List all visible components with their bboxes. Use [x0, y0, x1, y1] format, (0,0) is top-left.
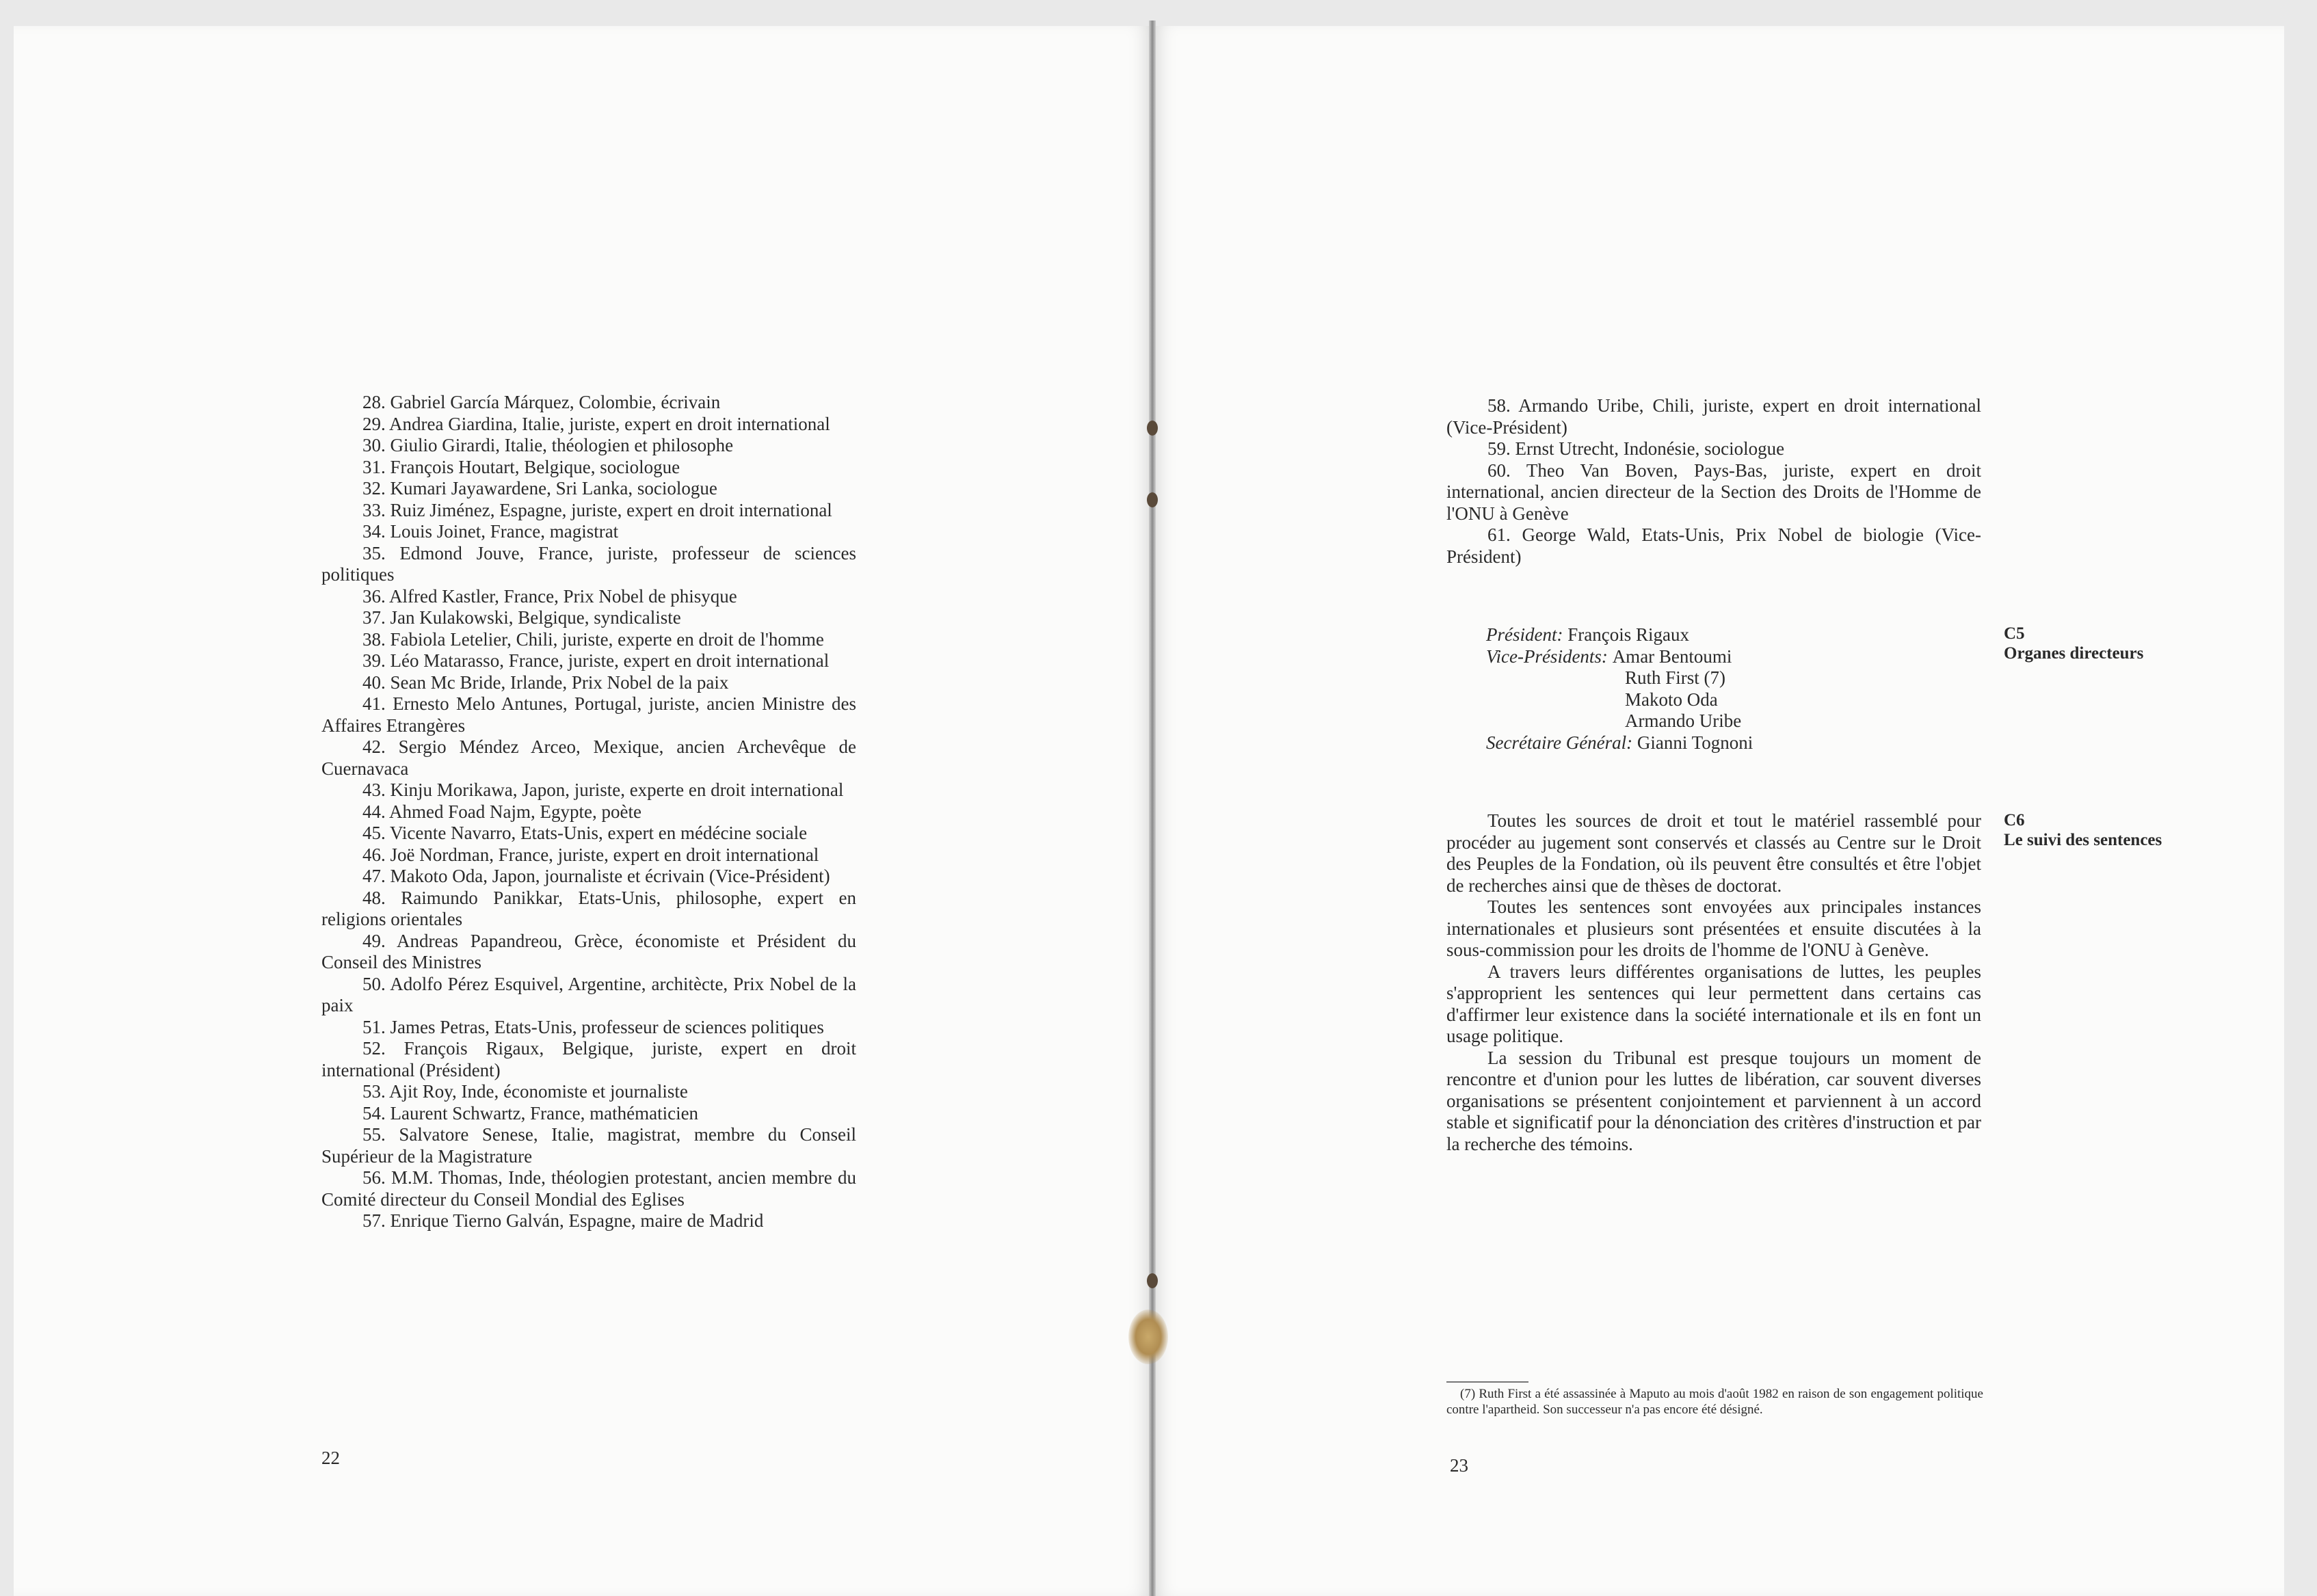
- list-item: 61. George Wald, Etats-Unis, Prix Nobel de biologie (Vice-Président): [1446, 524, 1981, 567]
- list-item: 28. Gabriel García Márquez, Colombie, écrivain: [362, 392, 721, 412]
- vice-president-name: Ruth First (7): [1625, 667, 1726, 688]
- vice-president-name: Makoto Oda: [1625, 689, 1718, 710]
- list-item: 58. Armando Uribe, Chili, juriste, expert en droit international (Vice-Président): [1446, 395, 1981, 438]
- president-name: François Rigaux: [1567, 624, 1689, 645]
- staple-top: [1147, 421, 1158, 436]
- list-item: 53. Ajit Roy, Inde, économiste et journaliste: [362, 1081, 688, 1102]
- list-item: 29. Andrea Giardina, Italie, juriste, expert en droit international: [362, 413, 830, 434]
- paragraph: Toutes les sources de droit et tout le matériel rassemblé pour procéder au jugement sont conservés et classés au Centre sur le Droit des Peuples de la Fondation, où ils peuvent être consultés et être l'objet de recherches ainsi que de thèses de doctorat.: [1446, 810, 1981, 896]
- paragraph: A travers leurs différentes organisations de luttes, les peuples s'approprient les sentences qui leur permettent dans certains cas d'affirmer leur existence dans la société internationale et ils en font un usage politique.: [1446, 961, 1981, 1046]
- list-item: 56. M.M. Thomas, Inde, théologien protestant, ancien membre du Comité directeur du Conseil Mondial des Eglises: [321, 1167, 856, 1210]
- footnote-rule: [1446, 1381, 1528, 1383]
- list-item: 55. Salvatore Senese, Italie, magistrat, membre du Conseil Supérieur de la Magistrature: [321, 1124, 856, 1167]
- section-code: C5: [2004, 624, 2025, 643]
- list-item: 52. François Rigaux, Belgique, juriste, expert en droit international (Président): [321, 1038, 856, 1080]
- list-item: 59. Ernst Utrecht, Indonésie, sociologue: [1487, 438, 1785, 459]
- section-code: C6: [2004, 811, 2025, 829]
- member-list-left: [321, 392, 856, 1232]
- list-item: 50. Adolfo Pérez Esquivel, Argentine, architècte, Prix Nobel de la paix: [321, 973, 856, 1015]
- list-item: 30. Giulio Girardi, Italie, théologien et philosophe: [362, 435, 734, 455]
- list-item: 54. Laurent Schwartz, France, mathématicien: [362, 1102, 699, 1123]
- list-item: 57. Enrique Tierno Galván, Espagne, maire de Madrid: [362, 1210, 764, 1231]
- list-item: 48. Raimundo Panikkar, Etats-Unis, philosophe, expert en religions orientales: [321, 887, 856, 929]
- page-number-left: 22: [321, 1448, 340, 1468]
- list-item: 51. James Petras, Etats-Unis, professeur de sciences politiques: [362, 1016, 824, 1037]
- list-item: 42. Sergio Méndez Arceo, Mexique, ancien Archevêque de Cuernavaca: [321, 736, 856, 779]
- paper-stain: [1128, 1309, 1168, 1364]
- body-text: [1446, 810, 1981, 1155]
- vice-president-label: Vice-Présidents:: [1486, 646, 1608, 667]
- vice-president-name: Amar Bentoumi: [1612, 646, 1732, 667]
- list-item: 46. Joë Nordman, France, juriste, expert en droit international: [362, 844, 819, 865]
- secretary-label: Secrétaire Général:: [1486, 732, 1633, 753]
- secretary-name: Gianni Tognoni: [1637, 732, 1753, 753]
- officers-block: [1486, 624, 2006, 754]
- secretary-row: [1486, 732, 2006, 754]
- section-title: Le suivi des sentences: [2004, 831, 2162, 849]
- list-item: 45. Vicente Navarro, Etats-Unis, expert en médécine sociale: [362, 823, 808, 843]
- vice-president-row: [1486, 646, 2006, 668]
- list-item: 37. Jan Kulakowski, Belgique, syndicaliste: [362, 607, 681, 628]
- list-item: 34. Louis Joinet, France, magistrat: [362, 521, 619, 542]
- list-item: 33. Ruiz Jiménez, Espagne, juriste, expert en droit international: [362, 499, 832, 520]
- list-item: 31. François Houtart, Belgique, sociologue: [362, 456, 680, 477]
- list-item: 44. Ahmed Foad Najm, Egypte, poète: [362, 801, 641, 822]
- list-item: 32. Kumari Jayawardene, Sri Lanka, sociologue: [362, 478, 717, 498]
- staple-lower: [1147, 1273, 1158, 1288]
- list-item: 41. Ernesto Melo Antunes, Portugal, juriste, ancien Ministre des Affaires Etrangères: [321, 693, 856, 736]
- staple-upper: [1147, 492, 1158, 507]
- list-item: 36. Alfred Kastler, France, Prix Nobel de phisyque: [362, 585, 737, 607]
- list-item: 38. Fabiola Letelier, Chili, juriste, experte en droit de l'homme: [362, 628, 824, 650]
- page-number-right: 23: [1450, 1455, 1468, 1476]
- list-item: 39. Léo Matarasso, France, juriste, expert en droit international: [362, 650, 830, 671]
- list-item: 49. Andreas Papandreou, Grèce, économiste et Président du Conseil des Ministres: [321, 930, 856, 972]
- list-item: 47. Makoto Oda, Japon, journaliste et écrivain (Vice-Président): [362, 866, 830, 886]
- paragraph: La session du Tribunal est presque toujours un moment de rencontre et d'union pour les luttes de libération, car souvent diverses organisations se présentent conjointement et parviennent à un accord stable et significatif pour la dénonciation des critères d'instruction et par la recherche des témoins.: [1446, 1047, 1981, 1154]
- list-item: 43. Kinju Morikawa, Japon, juriste, experte en droit international: [362, 780, 844, 800]
- president-label: Président:: [1486, 624, 1563, 645]
- vice-president-name: Armando Uribe: [1625, 710, 1742, 731]
- list-item: 60. Theo Van Boven, Pays-Bas, juriste, expert en droit international, ancien directeur de la Section des Droits de l'Homme de l'ONU à Genève: [1446, 460, 1981, 524]
- section-title: Organes directeurs: [2004, 644, 2144, 663]
- list-item: 40. Sean Mc Bride, Irlande, Prix Nobel de la paix: [362, 671, 729, 693]
- footnote: (7) Ruth First a été assassinée à Maputo au mois d'août 1982 en raison de son engagement politique contre l'apartheid. Son successeur n'a pas encore été désigné.: [1446, 1387, 1983, 1417]
- list-item: 35. Edmond Jouve, France, juriste, professeur de sciences politiques: [321, 542, 856, 585]
- section-label-c6: [2004, 810, 2162, 850]
- president-row: [1486, 624, 2006, 646]
- member-list-right: [1446, 395, 1981, 568]
- paragraph: Toutes les sentences sont envoyées aux principales instances internationales et plusieurs sont présentées et ensuite discutées à la sous-commission pour les droits de l'homme de l'ONU à Genève.: [1446, 896, 1981, 960]
- section-label-c5: [2004, 624, 2143, 663]
